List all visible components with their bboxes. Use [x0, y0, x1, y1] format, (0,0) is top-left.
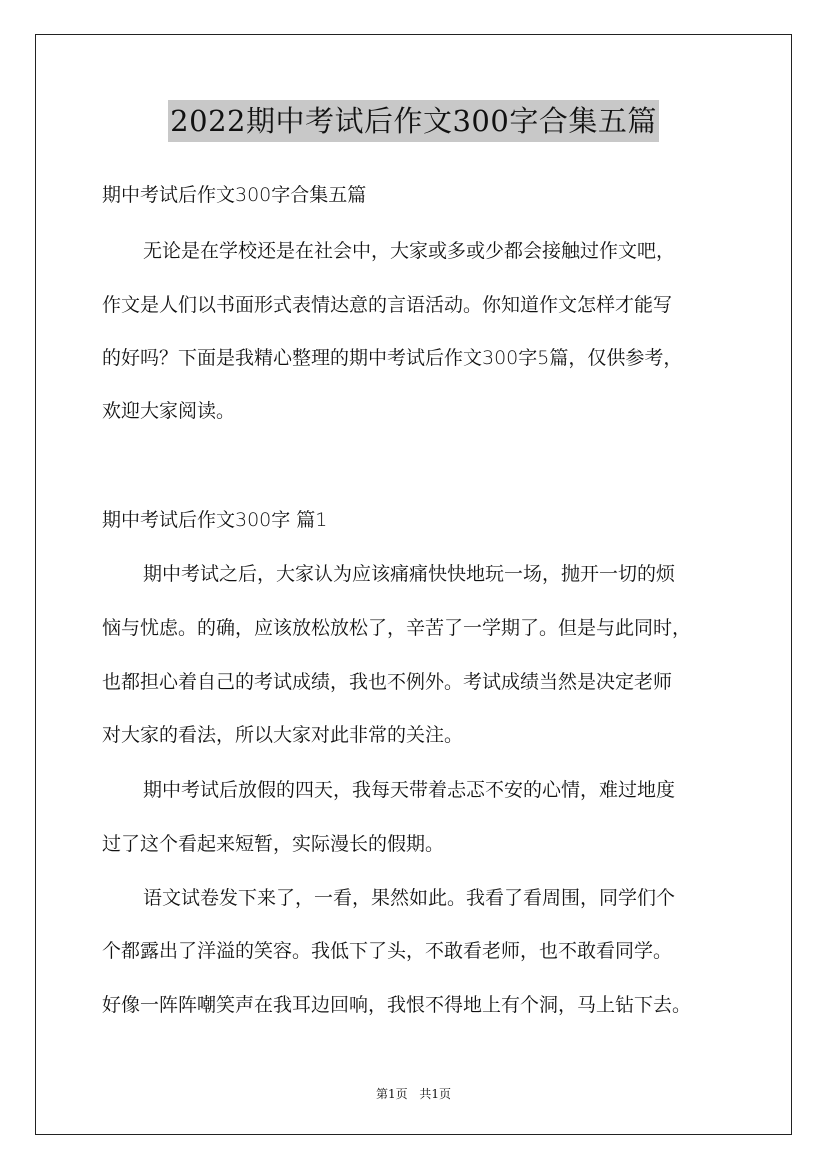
paragraph-line: 也都担心着自己的考试成绩，我也不例外。考试成绩当然是决定老师 — [102, 671, 673, 693]
paragraph-line: 对大家的看法，所以大家对此非常的关注。 — [102, 724, 464, 746]
paragraph-line: 欢迎大家阅读。 — [102, 400, 236, 422]
page-total: 共1页 — [419, 1087, 452, 1101]
document-title: 2022期中考试后作文300字合集五篇 — [168, 100, 659, 142]
paragraph-line: 好像一阵阵嘲笑声在我耳边回响，我恨不得地上有个洞，马上钻下去。 — [102, 994, 692, 1016]
title-container — [0, 100, 827, 142]
paragraph-line: 个都露出了洋溢的笑容。我低下了头，不敢看老师，也不敢看同学。 — [102, 940, 673, 962]
page-number: 第1页 — [375, 1087, 408, 1101]
page-footer — [0, 1085, 827, 1102]
paragraph-line: 过了这个看起来短暂，实际漫长的假期。 — [102, 833, 445, 855]
paragraph-line: 期中考试后放假的四天，我每天带着忐忑不安的心情，难过地度 — [143, 779, 676, 801]
paragraph-line: 语文试卷发下来了，一看，果然如此。我看了看周围，同学们个 — [143, 887, 676, 909]
paragraph-line: 期中考试之后，大家认为应该痛痛快快地玩一场，抛开一切的烦 — [143, 563, 676, 585]
paragraph-line: 的好吗？下面是我精心整理的期中考试后作文300字5篇，仅供参考， — [102, 347, 683, 369]
section-heading: 期中考试后作文300字 篇1 — [102, 509, 328, 531]
paragraph-line: 恼与忧虑。的确，应该放松放松了，辛苦了一学期了。但是与此同时， — [102, 617, 692, 639]
paragraph-line: 无论是在学校还是在社会中，大家或多或少都会接触过作文吧， — [143, 240, 676, 262]
subtitle-line: 期中考试后作文300字合集五篇 — [102, 184, 367, 206]
paragraph-line: 作文是人们以书面形式表情达意的言语活动。你知道作文怎样才能写 — [102, 294, 673, 316]
